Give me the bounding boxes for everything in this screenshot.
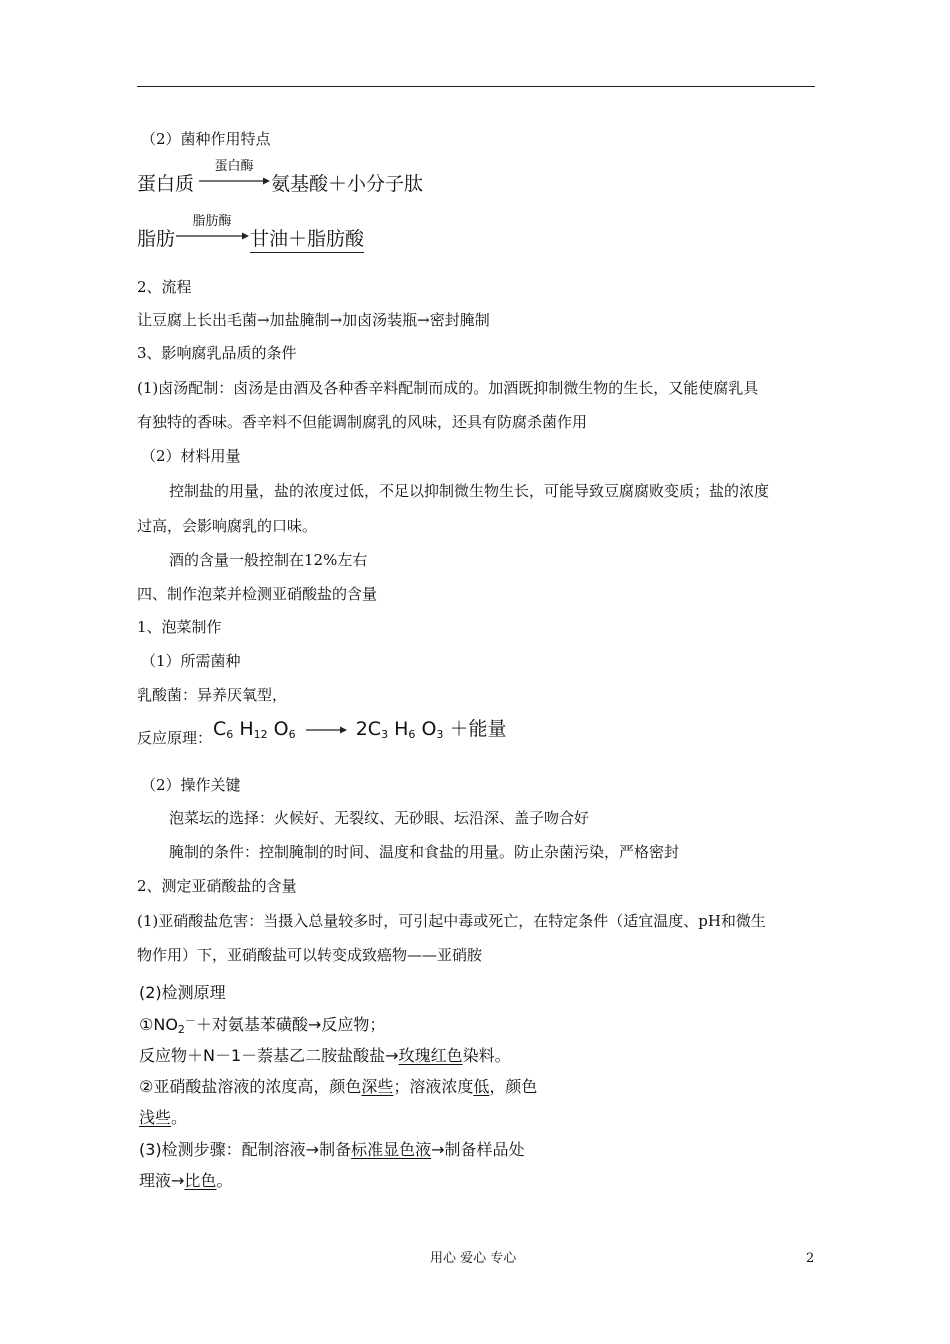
material-line-1: 控制盐的用量，盐的浓度过低，不足以抑制微生物生长，可能导致豆腐腐败变质；盐的浓度 [169, 482, 770, 500]
section-title-pickle: 四、制作泡菜并检测亚硝酸盐的含量 [137, 585, 378, 603]
section-title-quality: 3、影响腐乳品质的条件 [137, 344, 297, 362]
reaction-arrow-icon [199, 176, 271, 186]
detection-line-1 [139, 1014, 385, 1036]
rose-red-blank: 玫瑰红色 [398, 1046, 463, 1065]
eq1-left: 蛋白质 [137, 173, 195, 195]
reaction-principle-label: 反应原理： [137, 729, 213, 747]
material-title: （2）材料用量 [141, 447, 241, 465]
detection-title: (2)检测原理 [139, 983, 226, 1002]
detection-line-2-a: 反应物＋N－1－萘基乙二胺盐酸盐→ [139, 1046, 399, 1065]
no2-subscript: 2 [177, 1023, 185, 1036]
eq1-enzyme: 蛋白酶 [214, 159, 254, 174]
pickling-conditions: 腌制的条件：控制腌制的时间、温度和食盐的用量。防止杂菌污染，严格密封 [169, 843, 680, 861]
detection-step-d: 。 [216, 1171, 233, 1190]
lactic-reaction [213, 716, 506, 742]
coefficient: 2 [355, 718, 368, 740]
deeper-blank: 深些 [361, 1077, 394, 1096]
operation-title: （2）操作关键 [141, 776, 241, 794]
lactic-bacteria: 乳酸菌：异养厌氧型， [137, 686, 288, 704]
brine-line-2: 有独特的香味。香辛料不但能调制腐乳的风味，还具有防腐杀菌作用 [137, 413, 588, 431]
brine-line-1: (1)卤汤配制：卤汤是由酒及各种香辛料配制而成的。加酒既抑制微生物的生长，又能使腐乳具 [137, 379, 759, 397]
header-rule [137, 86, 815, 87]
nitrite-hazard-line-2: 物作用）下，亚硝酸盐可以转变成致癌物——亚硝胺 [137, 946, 483, 964]
eq2-right: 甘油＋脂肪酸 [250, 227, 364, 253]
detection-line-4-b: 。 [171, 1108, 188, 1127]
detection-step-b: →制备样品处 [431, 1140, 525, 1159]
detection-line-3-c: ，颜色 [489, 1077, 538, 1096]
detection-line-1-rest: ＋对氨基苯磺酸→反应物； [195, 1015, 386, 1034]
jar-selection: 泡菜坛的选择：火候好、无裂纹、无砂眼、坛沿深、盖子吻合好 [169, 809, 590, 827]
section-title-strain-features: （2）菌种作用特点 [141, 130, 271, 148]
energy-term: ＋能量 [449, 718, 507, 740]
detection-line-2 [139, 1045, 511, 1067]
detection-step-a: (3)检测步骤：配制溶液→制备 [139, 1140, 352, 1159]
eq2-enzyme: 脂肪酶 [192, 214, 232, 229]
low-blank: 低 [473, 1077, 490, 1096]
detection-line-3-a: ②亚硝酸盐溶液的浓度高，颜色 [139, 1077, 362, 1096]
detection-step-c: 理液→ [139, 1171, 185, 1190]
colorimetry-blank: 比色 [184, 1171, 217, 1190]
detection-line-3-b: ；溶液浓度 [393, 1077, 474, 1096]
lighter-blank: 浅些 [139, 1108, 172, 1127]
nitrite-title: 2、测定亚硝酸盐的含量 [137, 877, 297, 895]
detection-line-3 [139, 1076, 537, 1098]
reaction-arrow-icon [176, 231, 250, 241]
reaction-arrow-icon [304, 725, 348, 735]
flow-text: 让豆腐上长出毛菌→加盐腌制→加卤汤装瓶→密封腌制 [137, 311, 490, 329]
detection-line-4 [139, 1107, 187, 1129]
lactic-acid-formula: $2C_3$ $H_6$ $O_3$ [355, 718, 444, 741]
strain-title: （1）所需菌种 [141, 652, 241, 670]
material-line-2: 过高，会影响腐乳的口味。 [137, 517, 318, 535]
no2-charge: － [184, 1014, 196, 1027]
pickle-making-title: 1、泡菜制作 [137, 618, 222, 636]
material-line-3: 酒的含量一般控制在12%左右 [169, 551, 368, 569]
glucose-formula: $C_6$ $H_{12}$ $O_6$ [213, 718, 296, 741]
detection-step-line-1 [139, 1139, 525, 1161]
section-title-flow: 2、流程 [137, 278, 192, 296]
page-number: 2 [806, 1251, 815, 1266]
no2-text: ①NO [139, 1015, 178, 1034]
footer-motto: 用心 爱心 专心 [430, 1251, 517, 1266]
detection-step-line-2 [139, 1170, 232, 1192]
nitrite-hazard-line-1: (1)亚硝酸盐危害：当摄入总量较多时，可引起中毒或死亡，在特定条件（适宜温度、pH和微生 [137, 912, 766, 930]
eq1-right: 氨基酸＋小分子肽 [271, 173, 424, 195]
eq2-left: 脂肪 [137, 228, 176, 250]
standard-solution-blank: 标准显色液 [351, 1140, 432, 1159]
detection-line-2-b: 染料。 [462, 1046, 511, 1065]
